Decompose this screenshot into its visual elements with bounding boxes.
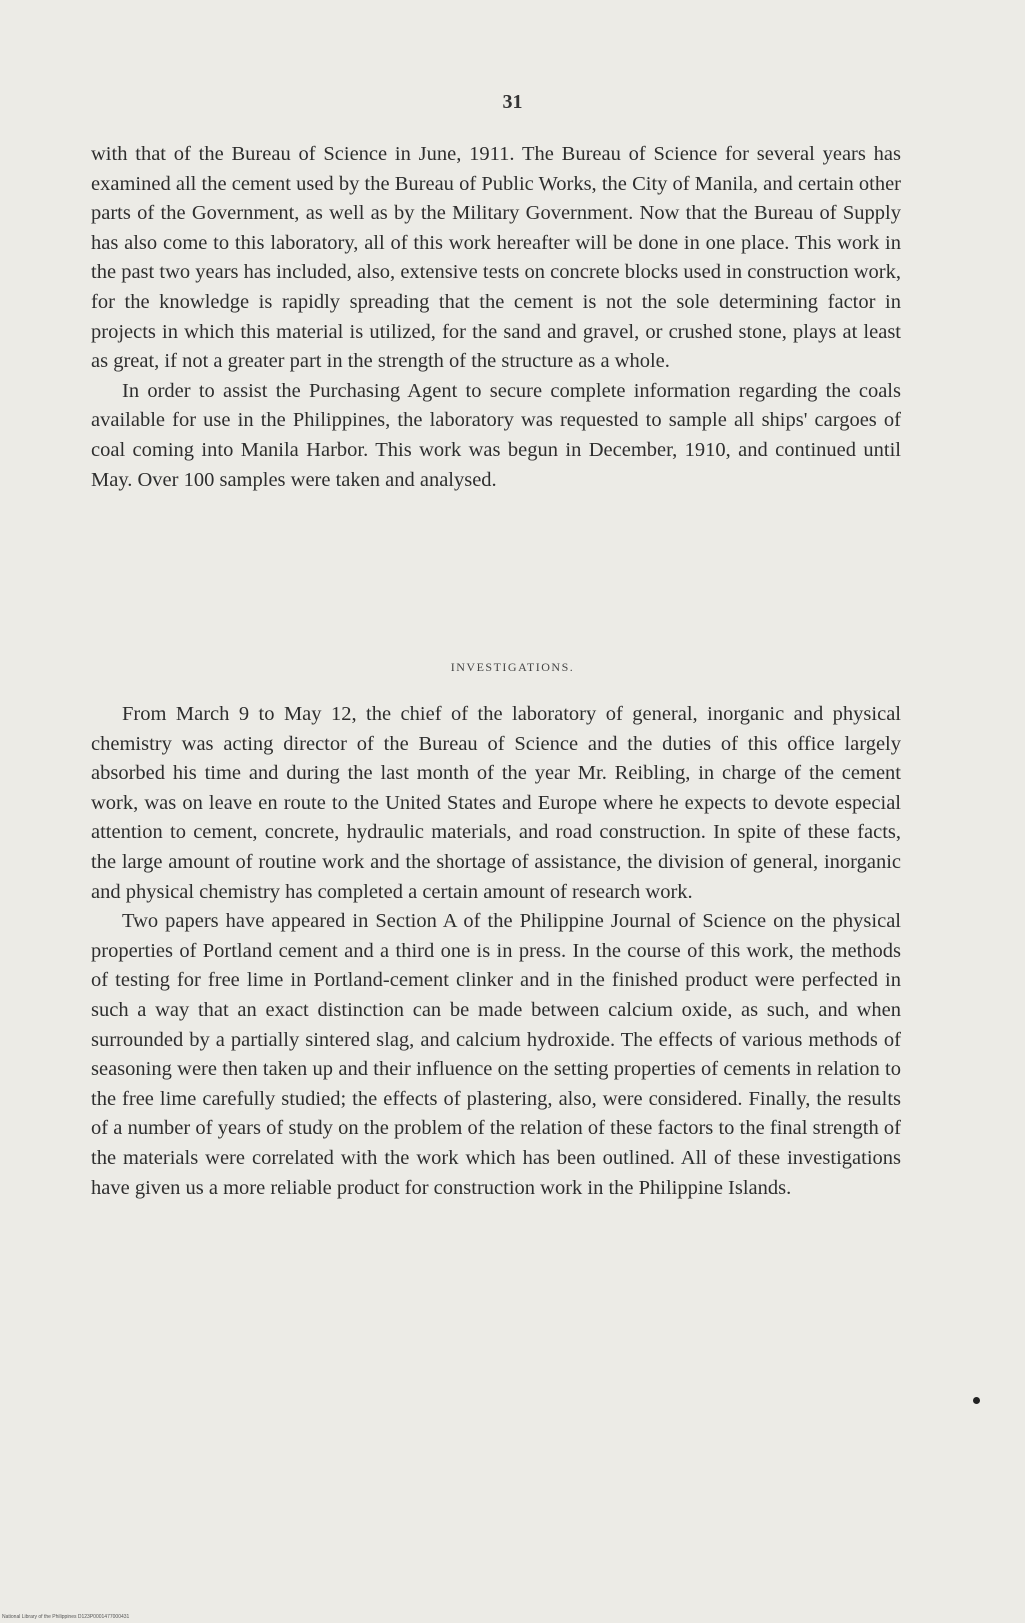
paragraph-coal-sampling: In order to assist the Purchasing Agent to secure complete information regarding the coals available for use in the Philippines, the laboratory was requested to sample all ships' cargoes of coal coming into Manila Harbor. This work was begun in December, 1910, and continued until May. Over 100 samples were taken and analysed. — [91, 379, 901, 491]
body-text-section-two — [91, 700, 901, 1203]
section-heading-investigations: INVESTIGATIONS. — [450, 660, 575, 674]
paragraph-cement-testing: with that of the Bureau of Science in June, 1911. The Bureau of Science for several years has examined all the cement used by the Bureau of Public Works, the City of Manila, and certain other parts of the Government, as well as by the Military Government. Now that the Bureau of Supply has also come to this laboratory, all of this work hereafter will be done in one place. This work in the past two years has included, also, extensive tests on concrete blocks used in construction work, for the knowledge is rapidly spreading that the cement is not the sole determining factor in projects in which this material is utilized, for the sand and gravel, or crushed stone, plays at least as great, if not a greater part in the strength of the structure as a whole. — [91, 143, 901, 373]
paragraph-portland-cement-papers: Two papers have appeared in Section A of the Philippine Journal of Science on the physical properties of Portland cement and a third one is in press. In the course of this work, the methods of testing for free lime in Portland-cement clinker and in the finished product were perfected in such a way that an exact distinction can be made between calcium oxide, as such, and when surrounded by a partially sintered slag, and calcium hydroxide. The effects of various methods of seasoning were then taken up and their influence on the setting properties of cements in relation to the free lime carefully studied; the effects of plastering, also, were considered. Finally, the results of a number of years of study on the problem of the relation of these factors to the final strength of the materials were correlated with the work which has been outlined. All of these investigations have given us a more reliable product for construction work in the Philippine Islands. — [91, 910, 901, 1199]
page-number: 31 — [502, 91, 523, 113]
paragraph-acting-director: From March 9 to May 12, the chief of the laboratory of general, inorganic and physical chemistry was acting director of the Bureau of Science and the duties of this office largely absorbed his time and during the last month of the year Mr. Reibling, in charge of the cement work, was on leave en route to the United States and Europe where he expects to devote especial attention to cement, concrete, hydraulic materials, and road construction. In spite of these facts, the large amount of routine work and the shortage of assistance, the division of general, inorganic and physical chemistry has completed a certain amount of research work. — [91, 703, 901, 903]
body-text-section-one — [91, 140, 901, 495]
ink-speck — [973, 1397, 980, 1404]
archive-footer: National Library of the Philippines D123P0001477000431 — [2, 1614, 130, 1620]
